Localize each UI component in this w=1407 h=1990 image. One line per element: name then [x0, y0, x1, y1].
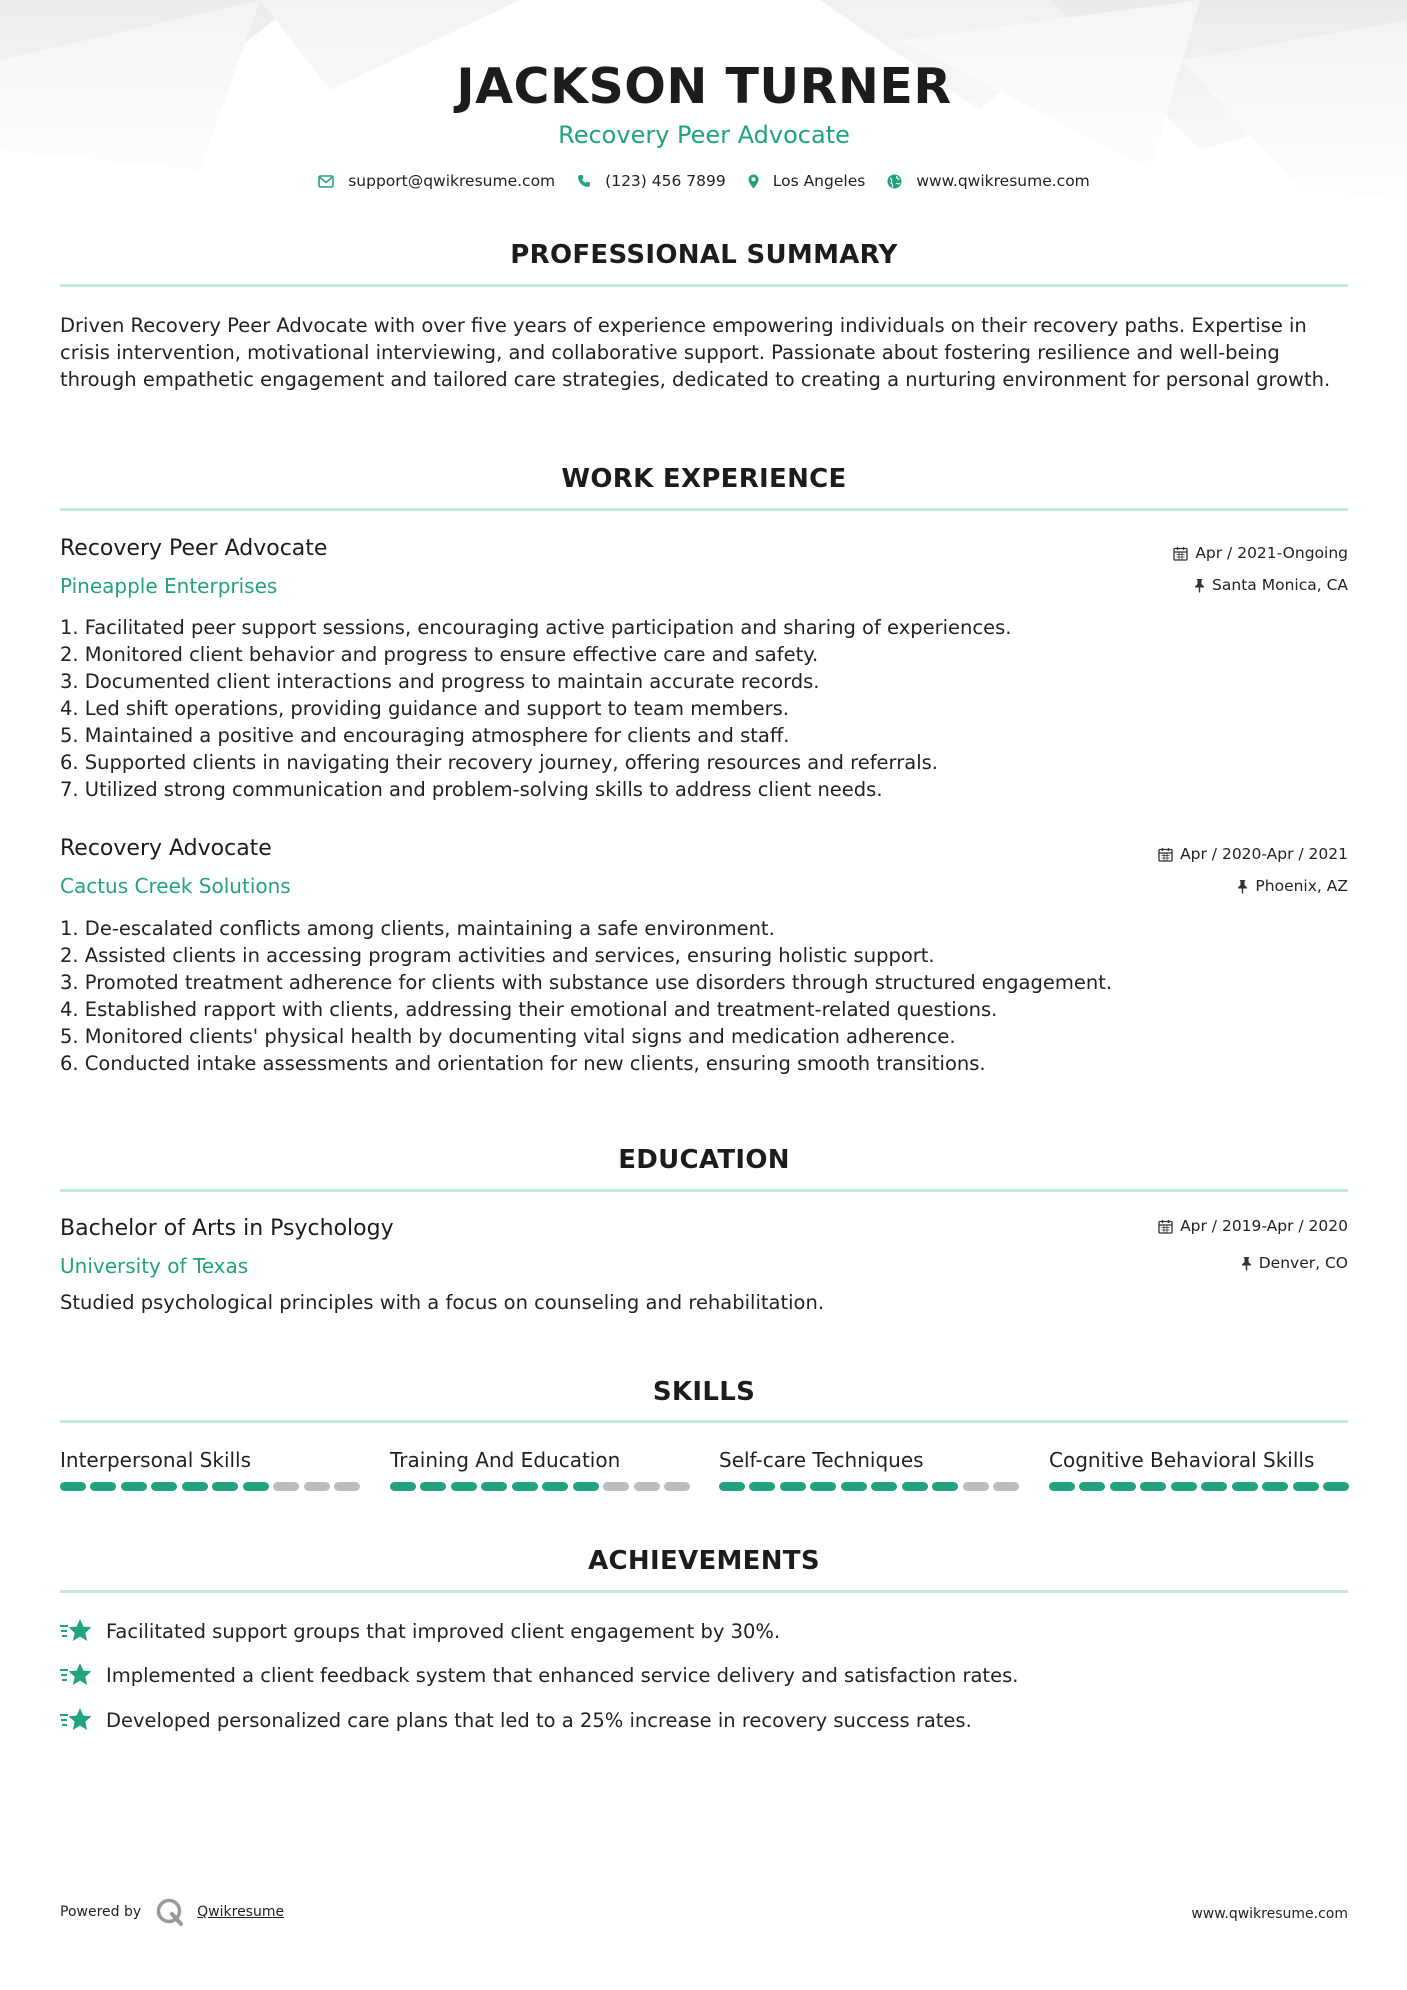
job-responsibilities	[60, 614, 1348, 803]
star-icon	[60, 1661, 94, 1689]
achievement-item	[60, 1706, 1348, 1734]
skill-dot-filled	[182, 1482, 208, 1491]
list-item: 5. Maintained a positive and encouraging atmosphere for clients and staff.	[60, 724, 790, 747]
summary-divider	[60, 284, 1348, 287]
skill-name: Self-care Techniques	[719, 1448, 924, 1472]
skill-dot-filled	[1323, 1482, 1349, 1491]
skill-dot-filled	[1201, 1482, 1227, 1491]
footer-url[interactable]: www.qwikresume.com	[1191, 1906, 1348, 1922]
company-name: Pineapple Enterprises	[60, 574, 278, 598]
skill-dot-filled	[542, 1482, 568, 1491]
pushpin-icon	[1241, 1256, 1252, 1271]
education-dates	[1158, 1217, 1348, 1235]
star-icon	[60, 1617, 94, 1645]
list-item: 1. Facilitated peer support sessions, encouraging active participation and sharing of experiences.	[60, 616, 1012, 639]
list-item: 4. Led shift operations, providing guidance and support to team members.	[60, 697, 789, 720]
skill-dot-filled	[390, 1482, 416, 1491]
envelope-icon	[318, 175, 334, 188]
achievement-item	[60, 1661, 1348, 1689]
list-item: 2. Assisted clients in accessing program activities and services, ensuring holistic support.	[60, 944, 935, 967]
achievement-text: Implemented a client feedback system that enhanced service delivery and satisfaction rates.	[106, 1663, 1019, 1687]
list-item: 2. Monitored client behavior and progress to ensure effective care and safety.	[60, 643, 819, 666]
calendar-icon	[1158, 1219, 1173, 1234]
job-dates-text: Apr / 2020-Apr / 2021	[1180, 845, 1348, 863]
skill-dot-empty	[664, 1482, 690, 1491]
skill-dot-filled	[871, 1482, 897, 1491]
globe-icon	[887, 174, 902, 189]
star-icon	[60, 1706, 94, 1734]
skill-dot-filled	[1171, 1482, 1197, 1491]
achievement-item	[60, 1617, 1348, 1645]
skill-dot-empty	[993, 1482, 1019, 1491]
candidate-role: Recovery Peer Advocate	[558, 121, 850, 149]
skill-dot-filled	[151, 1482, 177, 1491]
list-item: 3. Documented client interactions and progress to maintain accurate records.	[60, 670, 820, 693]
skill-name: Interpersonal Skills	[60, 1448, 252, 1472]
footer-powered-by	[60, 1897, 284, 1927]
qwikresume-link[interactable]: Qwikresume	[197, 1904, 285, 1920]
pushpin-icon	[1194, 578, 1205, 593]
pushpin-icon	[1237, 879, 1248, 894]
skill-dot-filled	[451, 1482, 477, 1491]
job-location-text: Santa Monica, CA	[1212, 576, 1348, 594]
education-location-text: Denver, CO	[1258, 1254, 1348, 1272]
candidate-name: JACKSON TURNER	[456, 58, 952, 115]
skill-dot-filled	[719, 1482, 745, 1491]
skills-heading: SKILLS	[652, 1377, 756, 1407]
experience-heading: WORK EXPERIENCE	[561, 464, 847, 494]
skill-dot-filled	[1262, 1482, 1288, 1491]
contact-location-text: Los Angeles	[772, 172, 866, 190]
list-item: 4. Established rapport with clients, addressing their emotional and treatment-related questions.	[60, 998, 998, 1021]
skill-level-meter	[390, 1482, 690, 1491]
contact-location	[748, 172, 866, 190]
education-divider	[60, 1189, 1348, 1192]
achievement-text: Facilitated support groups that improved client engagement by 30%.	[106, 1619, 781, 1643]
contact-phone[interactable]	[577, 172, 726, 190]
skill-dot-filled	[212, 1482, 238, 1491]
list-item: 7. Utilized strong communication and problem-solving skills to address client needs.	[60, 778, 883, 801]
skill-dot-filled	[1049, 1482, 1075, 1491]
skill-dot-filled	[932, 1482, 958, 1491]
summary-text: Driven Recovery Peer Advocate with over five years of experience empowering individuals on their recovery paths. Expertise in crisis intervention, motivational interviewing, and collaborative support. Passionate about fostering resilience and well-being through empathetic engagement and tailored care strategies, dedicated to creating a nurturing environment for personal growth.	[60, 314, 1331, 391]
skill-item	[719, 1448, 1019, 1472]
skill-dot-filled	[810, 1482, 836, 1491]
skill-dot-filled	[60, 1482, 86, 1491]
calendar-icon	[1173, 546, 1188, 561]
contact-email-text: support@qwikresume.com	[348, 172, 556, 190]
job-dates-text: Apr / 2021-Ongoing	[1195, 544, 1348, 562]
job-location	[1194, 576, 1348, 594]
job-title: Recovery Peer Advocate	[60, 536, 328, 561]
education-heading: EDUCATION	[618, 1145, 790, 1175]
skill-dot-filled	[1140, 1482, 1166, 1491]
skill-dot-filled	[573, 1482, 599, 1491]
list-item: 5. Monitored clients' physical health by documenting vital signs and medication adherence.	[60, 1025, 956, 1048]
skill-dot-filled	[902, 1482, 928, 1491]
skill-dot-empty	[304, 1482, 330, 1491]
skill-dot-empty	[634, 1482, 660, 1491]
skill-dot-empty	[273, 1482, 299, 1491]
school-name: University of Texas	[60, 1254, 249, 1278]
skill-dot-filled	[1293, 1482, 1319, 1491]
skill-level-meter	[60, 1482, 360, 1491]
company-name: Cactus Creek Solutions	[60, 874, 291, 898]
skill-item	[60, 1448, 360, 1472]
skill-dot-filled	[1079, 1482, 1105, 1491]
location-pin-icon	[748, 174, 759, 189]
skill-dot-filled	[481, 1482, 507, 1491]
skill-name: Cognitive Behavioral Skills	[1049, 1448, 1315, 1472]
contact-website[interactable]	[887, 172, 1089, 190]
job-location	[1237, 877, 1348, 895]
list-item: 6. Supported clients in navigating their recovery journey, offering resources and referrals.	[60, 751, 938, 774]
skill-dot-filled	[780, 1482, 806, 1491]
skill-dot-filled	[1232, 1482, 1258, 1491]
education-dates-text: Apr / 2019-Apr / 2020	[1180, 1217, 1348, 1235]
experience-divider	[60, 508, 1348, 511]
skill-level-meter	[1049, 1482, 1349, 1491]
achievements-heading: ACHIEVEMENTS	[588, 1546, 820, 1576]
summary-heading: PROFESSIONAL SUMMARY	[510, 240, 898, 270]
achievements-divider	[60, 1590, 1348, 1593]
list-item: 6. Conducted intake assessments and orientation for new clients, ensuring smooth transitions.	[60, 1052, 986, 1075]
achievement-text: Developed personalized care plans that led to a 25% increase in recovery success rates.	[106, 1708, 972, 1732]
skill-dot-filled	[420, 1482, 446, 1491]
skill-name: Training And Education	[390, 1448, 621, 1472]
skills-divider	[60, 1420, 1348, 1423]
job-dates	[1173, 544, 1348, 562]
list-item: 3. Promoted treatment adherence for clients with substance use disorders through structured engagement.	[60, 971, 1113, 994]
skill-dot-filled	[512, 1482, 538, 1491]
skill-dot-filled	[749, 1482, 775, 1491]
skill-dot-filled	[243, 1482, 269, 1491]
job-responsibilities	[60, 915, 1348, 1077]
calendar-icon	[1158, 847, 1173, 862]
list-item: 1. De-escalated conflicts among clients, maintaining a safe environment.	[60, 917, 775, 940]
skill-dot-empty	[603, 1482, 629, 1491]
powered-by-label: Powered by	[60, 1904, 142, 1920]
skill-dot-filled	[121, 1482, 147, 1491]
qwikresume-logo-icon	[155, 1897, 185, 1927]
skill-dot-filled	[90, 1482, 116, 1491]
skill-dot-filled	[841, 1482, 867, 1491]
skill-dot-filled	[1110, 1482, 1136, 1491]
contact-website-text: www.qwikresume.com	[916, 172, 1090, 190]
skill-dot-empty	[334, 1482, 360, 1491]
degree-title: Bachelor of Arts in Psychology	[60, 1216, 394, 1241]
job-location-text: Phoenix, AZ	[1255, 877, 1348, 895]
job-dates	[1158, 845, 1348, 863]
job-title: Recovery Advocate	[60, 836, 272, 861]
phone-icon	[577, 174, 591, 188]
skill-dot-empty	[963, 1482, 989, 1491]
contact-email[interactable]	[318, 172, 555, 190]
education-description: Studied psychological principles with a focus on counseling and rehabilitation.	[60, 1291, 825, 1314]
skill-item	[390, 1448, 690, 1472]
skill-level-meter	[719, 1482, 1019, 1491]
contact-bar	[60, 172, 1348, 190]
education-location	[1241, 1254, 1348, 1272]
contact-phone-text: (123) 456 7899	[605, 172, 726, 190]
skill-item	[1049, 1448, 1349, 1472]
